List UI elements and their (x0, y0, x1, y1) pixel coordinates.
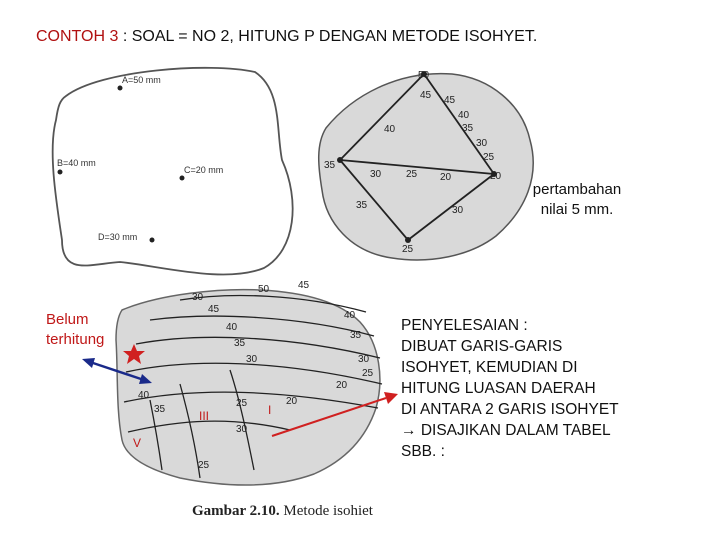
map2-label-5: 25 (483, 152, 495, 163)
map2-label-6: 20 (490, 171, 502, 182)
map3-label-12: 45 (208, 304, 220, 315)
map2-label-0: 50 (418, 70, 430, 81)
map3-label-1: 45 (298, 280, 310, 291)
note-line-1: pertambahan (532, 181, 622, 198)
map-isohyet (82, 280, 398, 485)
map2-label-11: 25 (406, 169, 418, 180)
map2-label-12: 20 (440, 172, 452, 183)
map3-label-13: 40 (138, 390, 150, 401)
map3-label-2: 40 (344, 310, 356, 321)
station-a-label: A=50 mm (122, 75, 161, 85)
answer-line-6-text: DISAJIKAN DALAM TABEL (420, 422, 611, 439)
map3-label-9: 30 (246, 354, 258, 365)
station-b-label: B=40 mm (57, 158, 96, 168)
map3-label-17: 30 (192, 292, 204, 303)
region-iii-label: III (199, 409, 210, 423)
map2-label-15: 25 (402, 244, 414, 255)
region-v-label: V (133, 436, 142, 450)
map2-label-13: 35 (356, 200, 368, 211)
map3-label-4: 30 (358, 354, 370, 365)
map2-label-2: 40 (458, 110, 470, 121)
map2-label-1: 45 (444, 95, 456, 106)
belum-label (46, 310, 104, 350)
map3-label-8: 35 (234, 338, 246, 349)
figure-caption (192, 503, 373, 520)
map-stations (53, 68, 293, 275)
answer-line-1: PENYELESAIAN : (401, 317, 528, 334)
caption-normal: Metode isohiet (279, 503, 373, 519)
station-c-label: C=20 mm (184, 165, 224, 175)
answer-line-7: SBB. : (401, 443, 445, 460)
map2-label-10: 30 (370, 169, 382, 180)
map2-label-14: 30 (452, 205, 464, 216)
map3-label-6: 20 (336, 380, 348, 391)
map2-label-9: 35 (324, 160, 336, 171)
map3-label-7: 40 (226, 322, 238, 333)
map3-label-15: 30 (236, 424, 248, 435)
map3-label-14: 35 (154, 404, 166, 415)
increment-note (512, 180, 642, 220)
answer-line-2: DIBUAT GARIS-GARIS (401, 338, 563, 355)
answer-line-3: ISOHYET, KEMUDIAN DI (401, 359, 578, 376)
solution-text (401, 315, 701, 462)
map2-label-7: 45 (420, 90, 432, 101)
answer-line-6 (401, 420, 701, 441)
title-prefix: CONTOH 3 (36, 28, 119, 45)
map3-label-0: 50 (258, 284, 270, 295)
map3-label-10: 25 (236, 398, 248, 409)
map2-label-8: 40 (384, 124, 396, 135)
answer-line-5: DI ANTARA 2 GARIS ISOHYET (401, 401, 619, 418)
map2-label-3: 35 (462, 123, 474, 134)
belum-line-2: terhitung (46, 331, 105, 348)
title-suffix: : SOAL = NO 2, HITUNG P DENGAN METODE ISOHYET. (118, 28, 538, 45)
map3-label-5: 25 (362, 368, 374, 379)
station-d-label: D=30 mm (98, 232, 138, 242)
map3-label-16: 25 (198, 460, 210, 471)
map-triangulation (319, 70, 533, 260)
map3-label-11: 20 (286, 396, 298, 407)
arrow-glyph-icon: → (401, 422, 417, 439)
answer-line-4: HITUNG LUASAN DAERAH (401, 380, 596, 397)
caption-bold: Gambar 2.10. (192, 503, 280, 519)
map2-label-4: 30 (476, 138, 488, 149)
belum-line-1: Belum (46, 311, 89, 328)
note-line-2: nilai 5 mm. (540, 201, 614, 218)
map3-label-3: 35 (350, 330, 362, 341)
region-i-label: I (268, 403, 272, 417)
